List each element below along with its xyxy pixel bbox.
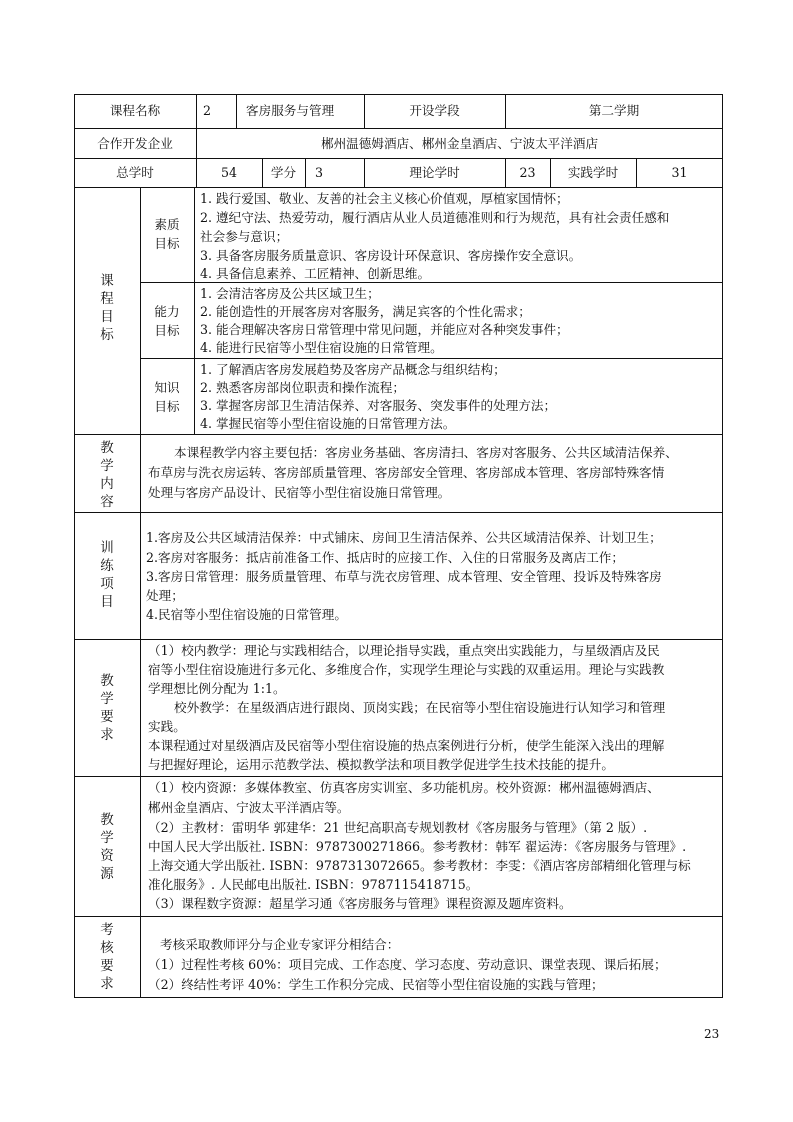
partner-label: 合作开发企业 (97, 136, 173, 151)
quality-objective-line: 2. 遵纪守法、热爱劳动，履行酒店从业人员道德准则和行为规范，具有社会责任感和 (200, 210, 670, 225)
resources-line: 准化服务》. 人民邮电出版社. ISBN：9787115418715。 (148, 877, 479, 892)
ability-objective-line: 3. 能合理解决客房日常管理中常见问题，并能应对各种突发事件； (200, 322, 569, 337)
content-line: 布草房与洗衣房运转、客房部质量管理、客房部安全管理、客房部成本管理、客房部特殊客情 (148, 465, 665, 480)
col-divider (236, 94, 237, 128)
row-divider (74, 158, 723, 159)
quality-objectives-label: 素质目标 (154, 217, 180, 251)
knowledge-objectives-label: 知识目标 (154, 380, 180, 414)
training-line: 4.民宿等小型住宿设施的日常管理。 (146, 607, 347, 622)
assessment-line: （2）终结性考评 40%：学生工作积分完成、民宿等小型住宿设施的实践与管理； (148, 977, 604, 992)
resources-line: （3）课程数字资源：超星学习通《客房服务与管理》课程资源及题库资料。 (148, 896, 572, 911)
row-divider (74, 187, 723, 188)
assessment-label: 考核要求 (100, 922, 114, 992)
knowledge-objective-line: 2. 熟悉客房部岗位职责和操作流程； (200, 380, 405, 395)
knowledge-objective-line: 1. 了解酒店客房发展趋势及客房产品概念与组织结构； (200, 362, 506, 377)
ability-objective-line: 1. 会清洁客房及公共区域卫生； (200, 286, 380, 301)
row-divider (140, 358, 723, 359)
col-divider (196, 94, 197, 128)
requirements-line: 学理想比例分配为 1:1。 (148, 681, 286, 696)
training-line: 1.客房及公共区域清洁保养：中式铺床、房间卫生清洁保养、公共区域清洁保养、计划卫生； (146, 530, 662, 545)
training-line: 处理； (146, 588, 184, 603)
training-label: 训练项目 (100, 540, 114, 610)
quality-objective-line: 1. 践行爱国、敬业、友善的社会主义核心价值观，厚植家国情怀； (200, 191, 569, 206)
col-divider (194, 187, 195, 434)
semester: 第二学期 (588, 103, 640, 118)
resources-label: 教学资源 (100, 812, 114, 882)
resources-line: （1）校内资源：多媒体教室、仿真客房实训室、多功能机房。校外资源：郴州温德姆酒店、 (148, 780, 660, 795)
requirements-line: 实践。 (148, 719, 186, 734)
ability-objectives-label: 能力目标 (154, 304, 180, 338)
quality-objective-line: 3. 具备客房服务质量意识、客房设计环保意识、客房操作安全意识。 (200, 248, 582, 263)
resources-line: 郴州金皇酒店、宁波太平洋酒店等。 (148, 800, 350, 815)
content-line: 处理与客房产品设计、民宿等小型住宿设施日常管理。 (148, 485, 451, 500)
row-divider (74, 916, 723, 917)
content-label: 教学内容 (100, 440, 114, 510)
theory-hours: 23 (519, 165, 536, 180)
resources-line: 上海交通大学出版社. ISBN：9787313072665。参考教材：李雯：《酒店客房部精细化管理与标 (148, 858, 691, 873)
row-divider (74, 512, 723, 513)
assessment-line: （1）过程性考核 60%：项目完成、工作态度、学习态度、劳动意识、课堂表现、课后拓展； (148, 957, 667, 972)
content-line: 本课程教学内容主要包括：客房业务基础、客房清扫、客房对客服务、公共区域清洁保养、 (174, 445, 678, 460)
requirements-line: 本课程通过对星级酒店及民宿等小型住宿设施的热点案例进行分析，使学生能深入浅出的理解 (148, 738, 665, 753)
resources-line: （2）主教材：雷明华 郭建华：21 世纪高职高专规划教材《客房服务与管理》（第 2 版）. (148, 820, 648, 835)
page-number: 23 (704, 1027, 720, 1041)
row-divider (74, 639, 723, 640)
practice-hours-label: 实践学时 (567, 165, 619, 180)
col-divider (305, 158, 306, 187)
ability-objective-line: 4. 能进行民宿等小型住宿设施的日常管理。 (200, 340, 443, 355)
row-divider (74, 434, 723, 435)
requirements-label: 教学要求 (100, 673, 114, 743)
credits: 3 (315, 165, 324, 180)
knowledge-objective-line: 3. 掌握客房部卫生清洁保养、对客服务、突发事件的处理方法； (200, 398, 557, 413)
training-line: 3.客房日常管理：服务质量管理、布草与洗衣房管理、成本管理、安全管理、投诉及特殊客房 (146, 569, 662, 584)
requirements-line: 宿等小型住宿设施进行多元化、多维度合作，实现学生理论与实践的双重运用。理论与实践教 (148, 662, 665, 677)
quality-objective-line: 4. 具备信息素养、工匠精神、创新思维。 (200, 266, 431, 281)
practice-hours: 31 (671, 165, 688, 180)
requirements-line: 与把握好理论，运用示范教学法、模拟教学法和项目教学促进学生技术技能的提升。 (148, 757, 614, 772)
objectives-label: 课程目标 (100, 273, 114, 343)
row-divider (74, 128, 723, 129)
requirements-line: 校外教学：在星级酒店进行跟岗、顶岗实践；在民宿等小型住宿设施进行认知学习和管理 (174, 700, 666, 715)
requirements-line: （1）校内教学：理论与实践相结合，以理论指导实践，重点突出实践能力，与星级酒店及民 (148, 643, 660, 658)
knowledge-objective-line: 4. 掌握民宿等小型住宿设施的日常管理方法。 (200, 416, 456, 431)
semester-label: 开设学段 (409, 103, 460, 118)
row-divider (74, 776, 723, 777)
ability-objective-line: 2. 能创造性的开展客房对客服务，满足宾客的个性化需求； (200, 304, 531, 319)
course-name-label: 课程名称 (109, 103, 161, 118)
training-line: 2.客房对客服务：抵店前准备工作、抵店时的应接工作、入住的日常服务及离店工作； (146, 550, 624, 565)
partner-companies: 郴州温德姆酒店、郴州金皇酒店、宁波太平洋酒店 (320, 136, 599, 151)
assessment-line: 考核采取教师评分与企业专家评分相结合： (160, 937, 400, 952)
course-name: 客房服务与管理 (246, 103, 335, 118)
course-code: 2 (203, 103, 212, 118)
credits-label: 学分 (270, 165, 297, 180)
total-hours-label: 总学时 (116, 165, 154, 180)
col-divider (140, 187, 141, 998)
resources-line: 中国人民大学出版社. ISBN：9787300271866。参考教材：韩军 翟运涛：《客房服务与管理》. (148, 839, 687, 854)
total-hours: 54 (220, 165, 238, 180)
quality-objective-line: 社会参与意识； (200, 229, 289, 244)
theory-hours-label: 理论学时 (409, 165, 460, 180)
